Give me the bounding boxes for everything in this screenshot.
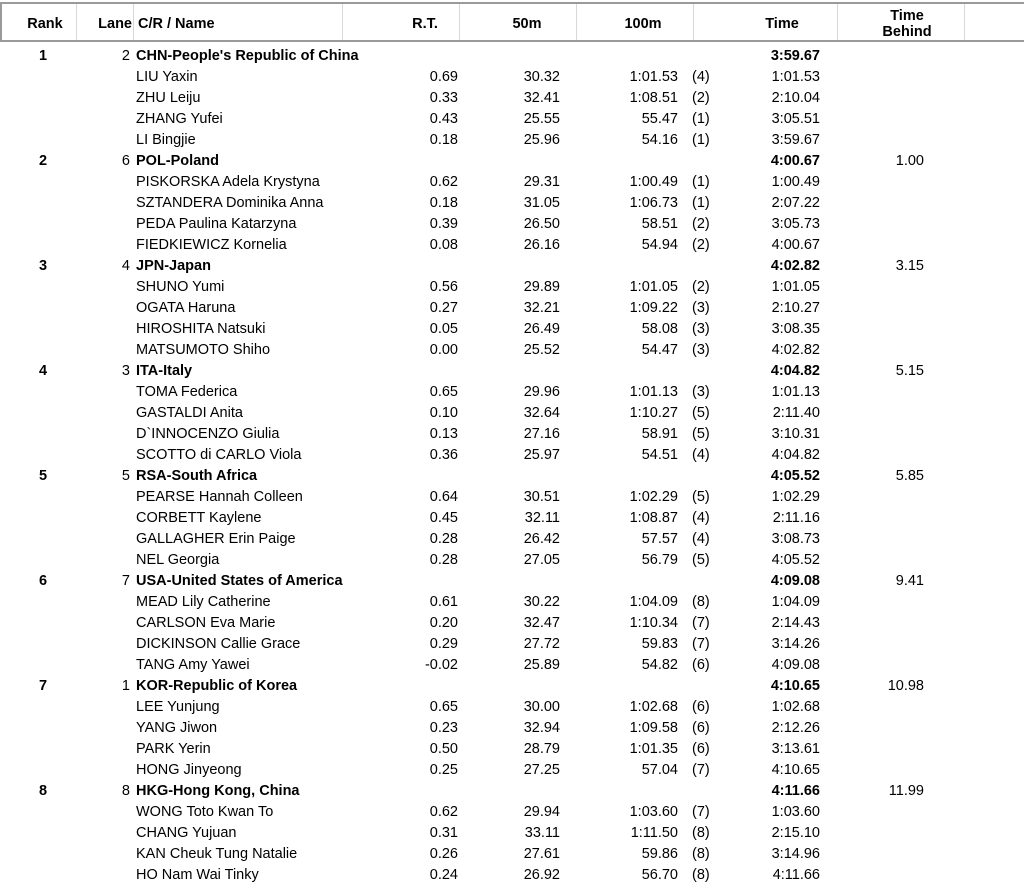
team-time-behind: 1.00	[895, 153, 924, 169]
swimmer-split-50m: 33.11	[524, 825, 560, 841]
swimmer-row	[0, 172, 1024, 193]
swimmer-row	[0, 340, 1024, 361]
swimmer-split-100m: 1:08.87	[629, 510, 678, 526]
swimmer-name: LI Bingjie	[136, 132, 196, 148]
column-header-lane: Lane	[98, 16, 132, 32]
swimmer-name: SHUNO Yumi	[136, 279, 225, 295]
swimmer-position-rank: (4)	[692, 69, 710, 85]
swimmer-reaction-time: 0.39	[429, 216, 458, 232]
team-lane: 5	[121, 468, 130, 484]
results-body	[0, 42, 1024, 886]
swimmer-reaction-time: -0.02	[424, 657, 458, 673]
team-rank: 1	[38, 48, 48, 64]
swimmer-split-50m: 30.51	[523, 489, 560, 505]
team-lane: 6	[121, 153, 130, 169]
swimmer-row	[0, 88, 1024, 109]
swimmer-reaction-time: 0.26	[429, 846, 458, 862]
swimmer-name: D`INNOCENZO Giulia	[136, 426, 280, 442]
swimmer-position-rank: (5)	[692, 552, 710, 568]
column-header-time: Time	[765, 16, 799, 32]
swimmer-split-100m: 54.16	[641, 132, 678, 148]
swimmer-row	[0, 382, 1024, 403]
swimmer-name: DICKINSON Callie Grace	[136, 636, 301, 652]
team-lane: 8	[121, 783, 130, 799]
swimmer-cumulative-time: 1:00.49	[771, 174, 820, 190]
swimmer-split-100m: 59.83	[641, 636, 678, 652]
swimmer-split-100m: 58.51	[641, 216, 678, 232]
swimmer-row	[0, 277, 1024, 298]
swimmer-position-rank: (7)	[692, 615, 710, 631]
swimmer-name: LIU Yaxin	[136, 69, 198, 85]
swimmer-reaction-time: 0.28	[429, 531, 458, 547]
swimmer-row	[0, 697, 1024, 718]
swimmer-position-rank: (2)	[692, 90, 710, 106]
swimmer-split-100m: 58.91	[641, 426, 678, 442]
swimmer-cumulative-time: 4:09.08	[771, 657, 820, 673]
swimmer-reaction-time: 0.62	[429, 804, 458, 820]
swimmer-split-100m: 54.47	[641, 342, 678, 358]
swimmer-name: TANG Amy Yawei	[136, 657, 250, 673]
swimmer-split-50m: 29.31	[523, 174, 560, 190]
swimmer-reaction-time: 0.28	[429, 552, 458, 568]
team-name: USA-United States of America	[136, 573, 343, 589]
swimmer-row	[0, 592, 1024, 613]
team-time-behind: 10.98	[887, 678, 924, 694]
swimmer-split-50m: 30.22	[523, 594, 560, 610]
swimmer-cumulative-time: 4:10.65	[771, 762, 820, 778]
team-total-time: 4:09.08	[770, 573, 820, 589]
swimmer-split-50m: 29.94	[523, 804, 560, 820]
swimmer-split-100m: 55.47	[641, 111, 678, 127]
swimmer-split-50m: 30.32	[523, 69, 560, 85]
team-time-behind: 11.99	[888, 783, 924, 799]
swimmer-reaction-time: 0.43	[429, 111, 458, 127]
swimmer-position-rank: (4)	[692, 510, 710, 526]
swimmer-split-100m: 54.94	[641, 237, 678, 253]
swimmer-reaction-time: 0.10	[429, 405, 458, 421]
swimmer-cumulative-time: 4:11.66	[772, 867, 820, 883]
swimmer-cumulative-time: 1:01.53	[771, 69, 820, 85]
swimmer-split-50m: 27.61	[523, 846, 560, 862]
swimmer-name: HO Nam Wai Tinky	[136, 867, 259, 883]
swimmer-position-rank: (2)	[692, 216, 710, 232]
swimmer-split-50m: 27.72	[523, 636, 560, 652]
swimmer-position-rank: (3)	[692, 342, 710, 358]
team-name: JPN-Japan	[136, 258, 211, 274]
column-header-time-behind	[857, 8, 957, 40]
swimmer-split-50m: 25.97	[523, 447, 560, 463]
column-header-50m: 50m	[512, 16, 542, 32]
swimmer-name: CHANG Yujuan	[136, 825, 237, 841]
swimmer-split-100m: 1:10.27	[629, 405, 678, 421]
team-row	[0, 466, 1024, 487]
team-row	[0, 151, 1024, 172]
swimmer-name: GALLAGHER Erin Paige	[136, 531, 296, 547]
swimmer-cumulative-time: 2:14.43	[771, 615, 820, 631]
swimmer-split-50m: 25.96	[523, 132, 560, 148]
swimmer-reaction-time: 0.18	[429, 195, 458, 211]
swimmer-split-50m: 26.16	[523, 237, 560, 253]
swimmer-split-100m: 1:00.49	[629, 174, 678, 190]
swimmer-reaction-time: 0.08	[429, 237, 458, 253]
swimmer-row	[0, 844, 1024, 865]
header-separator	[576, 4, 577, 40]
team-name: HKG-Hong Kong, China	[136, 783, 300, 799]
team-name: CHN-People's Republic of China	[136, 48, 359, 64]
team-lane: 2	[121, 48, 130, 64]
swimmer-split-100m: 54.82	[641, 657, 678, 673]
swimmer-split-50m: 25.52	[523, 342, 560, 358]
swimmer-position-rank: (3)	[692, 321, 710, 337]
team-rank: 3	[38, 258, 48, 274]
swimmer-split-50m: 27.25	[523, 762, 560, 778]
swimmer-position-rank: (7)	[692, 762, 710, 778]
swimmer-position-rank: (3)	[692, 300, 710, 316]
swimmer-name: TOMA Federica	[136, 384, 238, 400]
swimmer-split-100m: 1:11.50	[630, 825, 678, 841]
swimmer-row	[0, 403, 1024, 424]
swimmer-split-50m: 32.41	[523, 90, 560, 106]
swimmer-split-50m: 32.47	[523, 615, 560, 631]
swimmer-reaction-time: 0.29	[429, 636, 458, 652]
swimmer-reaction-time: 0.62	[429, 174, 458, 190]
header-separator	[76, 4, 77, 40]
swimmer-reaction-time: 0.13	[429, 426, 458, 442]
swimmer-reaction-time: 0.24	[429, 867, 458, 883]
swimmer-split-100m: 1:01.05	[629, 279, 678, 295]
team-time-behind: 5.85	[895, 468, 924, 484]
swimmer-reaction-time: 0.45	[429, 510, 458, 526]
swimmer-reaction-time: 0.36	[429, 447, 458, 463]
swimmer-row	[0, 802, 1024, 823]
swimmer-row	[0, 214, 1024, 235]
swimmer-position-rank: (6)	[692, 657, 710, 673]
swimmer-cumulative-time: 3:08.35	[771, 321, 820, 337]
swimmer-reaction-time: 0.64	[429, 489, 458, 505]
swimmer-cumulative-time: 2:07.22	[771, 195, 820, 211]
swimmer-reaction-time: 0.69	[429, 69, 458, 85]
swimmer-row	[0, 718, 1024, 739]
swimmer-cumulative-time: 3:10.31	[771, 426, 820, 442]
swimmer-split-50m: 30.00	[523, 699, 560, 715]
swimmer-name: FIEDKIEWICZ Kornelia	[136, 237, 287, 253]
team-total-time: 4:11.66	[771, 783, 820, 799]
team-name: ITA-Italy	[136, 363, 193, 379]
swimmer-cumulative-time: 2:12.26	[771, 720, 820, 736]
swimmer-name: GASTALDI Anita	[136, 405, 243, 421]
swimmer-cumulative-time: 1:01.13	[771, 384, 820, 400]
swimmer-split-50m: 27.16	[523, 426, 560, 442]
team-rank: 7	[38, 678, 48, 694]
swimmer-row	[0, 823, 1024, 844]
swimmer-reaction-time: 0.25	[429, 762, 458, 778]
time-behind-line2: Behind	[882, 24, 932, 40]
swimmer-name: ZHU Leiju	[136, 90, 201, 106]
swimmer-name: PARK Yerin	[136, 741, 211, 757]
swimmer-split-50m: 25.89	[523, 657, 560, 673]
header-separator	[693, 4, 694, 40]
swimmer-split-50m: 26.92	[523, 867, 560, 883]
swimmer-split-100m: 1:01.35	[629, 741, 678, 757]
swimmer-name: MEAD Lily Catherine	[136, 594, 271, 610]
swimmer-cumulative-time: 4:00.67	[771, 237, 820, 253]
swimmer-position-rank: (8)	[692, 867, 710, 883]
swimmer-cumulative-time: 1:03.60	[771, 804, 820, 820]
team-row	[0, 361, 1024, 382]
swimmer-row	[0, 235, 1024, 256]
header-separator	[133, 4, 134, 40]
team-row	[0, 46, 1024, 67]
swimmer-reaction-time: 0.20	[429, 615, 458, 631]
swimmer-split-50m: 27.05	[523, 552, 560, 568]
swimmer-split-100m: 1:10.34	[629, 615, 678, 631]
swimmer-position-rank: (3)	[692, 384, 710, 400]
swimmer-reaction-time: 0.50	[429, 741, 458, 757]
swimmer-cumulative-time: 3:05.51	[771, 111, 820, 127]
swimmer-row	[0, 193, 1024, 214]
team-rank: 6	[38, 573, 48, 589]
swimmer-split-100m: 1:01.13	[629, 384, 678, 400]
swimmer-split-100m: 59.86	[641, 846, 678, 862]
swimmer-row	[0, 487, 1024, 508]
swimmer-position-rank: (2)	[692, 279, 710, 295]
column-header-100m: 100m	[624, 16, 662, 32]
swimmer-position-rank: (7)	[692, 636, 710, 652]
team-rank: 4	[38, 363, 48, 379]
swimmer-position-rank: (4)	[692, 531, 710, 547]
swimmer-cumulative-time: 2:11.40	[772, 405, 820, 421]
swimmer-name: WONG Toto Kwan To	[136, 804, 274, 820]
swimmer-name: CORBETT Kaylene	[136, 510, 262, 526]
swimmer-row	[0, 424, 1024, 445]
swimmer-name: PISKORSKA Adela Krystyna	[136, 174, 320, 190]
swimmer-row	[0, 319, 1024, 340]
swimmer-row	[0, 298, 1024, 319]
swimmer-split-100m: 56.70	[641, 867, 678, 883]
swimmer-row	[0, 445, 1024, 466]
swimmer-row	[0, 655, 1024, 676]
swimmer-cumulative-time: 3:08.73	[771, 531, 820, 547]
swimmer-name: YANG Jiwon	[136, 720, 218, 736]
swimmer-position-rank: (6)	[692, 741, 710, 757]
swimmer-row	[0, 865, 1024, 886]
team-row	[0, 571, 1024, 592]
swimmer-position-rank: (1)	[692, 132, 710, 148]
swimmer-name: MATSUMOTO Shiho	[136, 342, 271, 358]
swimmer-cumulative-time: 2:10.04	[771, 90, 820, 106]
header-separator	[342, 4, 343, 40]
swimmer-cumulative-time: 4:02.82	[771, 342, 820, 358]
team-time-behind: 3.15	[895, 258, 924, 274]
swimmer-split-100m: 57.04	[641, 762, 678, 778]
swimmer-split-50m: 25.55	[523, 111, 560, 127]
swimmer-name: OGATA Haruna	[136, 300, 236, 316]
swimmer-name: CARLSON Eva Marie	[136, 615, 276, 631]
swimmer-reaction-time: 0.27	[429, 300, 458, 316]
team-rank: 2	[38, 153, 48, 169]
swimmer-row	[0, 508, 1024, 529]
swimmer-name: LEE Yunjung	[136, 699, 220, 715]
team-total-time: 4:02.82	[770, 258, 820, 274]
swimmer-reaction-time: 0.65	[429, 699, 458, 715]
swimmer-split-100m: 1:02.68	[629, 699, 678, 715]
swimmer-cumulative-time: 3:14.96	[771, 846, 820, 862]
swimmer-row	[0, 550, 1024, 571]
swimmer-cumulative-time: 1:02.29	[771, 489, 820, 505]
team-name: RSA-South Africa	[136, 468, 258, 484]
swimmer-split-50m: 32.94	[523, 720, 560, 736]
swimmer-split-50m: 29.89	[523, 279, 560, 295]
team-lane: 1	[121, 678, 130, 694]
swimmer-cumulative-time: 4:04.82	[771, 447, 820, 463]
swimmer-split-50m: 32.64	[523, 405, 560, 421]
team-lane: 3	[121, 363, 130, 379]
swimmer-cumulative-time: 1:04.09	[771, 594, 820, 610]
swimmer-split-100m: 58.08	[641, 321, 678, 337]
swimmer-split-50m: 26.42	[523, 531, 560, 547]
swimmer-cumulative-time: 3:59.67	[771, 132, 820, 148]
swimmer-position-rank: (8)	[692, 846, 710, 862]
swimmer-split-100m: 57.57	[641, 531, 678, 547]
swimmer-name: NEL Georgia	[136, 552, 220, 568]
swimmer-reaction-time: 0.33	[429, 90, 458, 106]
swimmer-split-100m: 56.79	[641, 552, 678, 568]
swimmer-split-50m: 32.21	[523, 300, 560, 316]
team-total-time: 4:04.82	[770, 363, 820, 379]
swimmer-position-rank: (7)	[692, 804, 710, 820]
team-row	[0, 781, 1024, 802]
swimmer-split-100m: 1:08.51	[629, 90, 678, 106]
swimmer-position-rank: (8)	[692, 594, 710, 610]
swimmer-reaction-time: 0.18	[429, 132, 458, 148]
swimmer-row	[0, 67, 1024, 88]
swimmer-split-50m: 26.50	[523, 216, 560, 232]
swimmer-reaction-time: 0.00	[429, 342, 458, 358]
team-lane: 7	[121, 573, 130, 589]
swimmer-split-100m: 1:03.60	[629, 804, 678, 820]
swimmer-name: SZTANDERA Dominika Anna	[136, 195, 324, 211]
swimmer-reaction-time: 0.23	[429, 720, 458, 736]
header-separator	[964, 4, 965, 40]
swimmer-position-rank: (5)	[692, 426, 710, 442]
swimmer-row	[0, 739, 1024, 760]
swimmer-position-rank: (5)	[692, 405, 710, 421]
swimmer-cumulative-time: 3:05.73	[771, 216, 820, 232]
swimmer-position-rank: (1)	[692, 195, 710, 211]
team-total-time: 4:00.67	[770, 153, 820, 169]
swimmer-row	[0, 760, 1024, 781]
swimmer-cumulative-time: 3:14.26	[771, 636, 820, 652]
column-header-rank: Rank	[27, 16, 63, 32]
swimmer-cumulative-time: 4:05.52	[771, 552, 820, 568]
team-row	[0, 676, 1024, 697]
swimmer-row	[0, 634, 1024, 655]
table-header-row	[0, 2, 1024, 42]
swimmer-position-rank: (2)	[692, 237, 710, 253]
swimmer-cumulative-time: 2:15.10	[771, 825, 820, 841]
swimmer-cumulative-time: 2:11.16	[772, 510, 820, 526]
swimmer-row	[0, 613, 1024, 634]
swimmer-split-100m: 1:04.09	[629, 594, 678, 610]
team-total-time: 3:59.67	[770, 48, 820, 64]
swimmer-position-rank: (1)	[692, 174, 710, 190]
team-name: KOR-Republic of Korea	[136, 678, 298, 694]
swimmer-cumulative-time: 3:13.61	[771, 741, 820, 757]
swimmer-position-rank: (4)	[692, 447, 710, 463]
swimmer-split-50m: 29.96	[523, 384, 560, 400]
swimmer-name: HIROSHITA Natsuki	[136, 321, 266, 337]
swimmer-name: HONG Jinyeong	[136, 762, 242, 778]
swimmer-row	[0, 109, 1024, 130]
swimmer-position-rank: (6)	[692, 699, 710, 715]
swimmer-name: ZHANG Yufei	[136, 111, 223, 127]
swimmer-split-100m: 1:09.58	[629, 720, 678, 736]
swimmer-split-50m: 31.05	[523, 195, 560, 211]
swimmer-cumulative-time: 2:10.27	[771, 300, 820, 316]
swimmer-name: SCOTTO di CARLO Viola	[136, 447, 302, 463]
swimmer-row	[0, 130, 1024, 151]
team-total-time: 4:05.52	[770, 468, 820, 484]
swimmer-cumulative-time: 1:01.05	[771, 279, 820, 295]
swimmer-name: PEDA Paulina Katarzyna	[136, 216, 297, 232]
column-header-name: C/R / Name	[138, 16, 215, 32]
swimmer-name: PEARSE Hannah Colleen	[136, 489, 303, 505]
team-row	[0, 256, 1024, 277]
swimmer-position-rank: (1)	[692, 111, 710, 127]
team-total-time: 4:10.65	[770, 678, 820, 694]
swimmer-split-50m: 32.11	[524, 510, 560, 526]
swimmer-row	[0, 529, 1024, 550]
swimmer-reaction-time: 0.05	[429, 321, 458, 337]
team-rank: 5	[38, 468, 48, 484]
header-separator	[837, 4, 838, 40]
swimmer-reaction-time: 0.61	[429, 594, 458, 610]
swimmer-split-100m: 1:09.22	[629, 300, 678, 316]
time-behind-line1: Time	[890, 8, 924, 24]
swimmer-cumulative-time: 1:02.68	[771, 699, 820, 715]
swimmer-split-100m: 1:01.53	[629, 69, 678, 85]
swimmer-reaction-time: 0.65	[429, 384, 458, 400]
team-name: POL-Poland	[136, 153, 219, 169]
swimmer-split-100m: 54.51	[641, 447, 678, 463]
swimmer-position-rank: (8)	[692, 825, 710, 841]
swimmer-split-100m: 1:02.29	[629, 489, 678, 505]
team-time-behind: 9.41	[895, 573, 924, 589]
team-rank: 8	[38, 783, 48, 799]
team-lane: 4	[121, 258, 130, 274]
swimmer-reaction-time: 0.31	[429, 825, 458, 841]
swimmer-position-rank: (5)	[692, 489, 710, 505]
swimmer-split-100m: 1:06.73	[629, 195, 678, 211]
swimmer-reaction-time: 0.56	[429, 279, 458, 295]
swimmer-split-50m: 28.79	[523, 741, 560, 757]
team-time-behind: 5.15	[895, 363, 924, 379]
column-header-reaction-time: R.T.	[412, 16, 438, 32]
swimmer-position-rank: (6)	[692, 720, 710, 736]
swimmer-name: KAN Cheuk Tung Natalie	[136, 846, 298, 862]
swimmer-split-50m: 26.49	[523, 321, 560, 337]
